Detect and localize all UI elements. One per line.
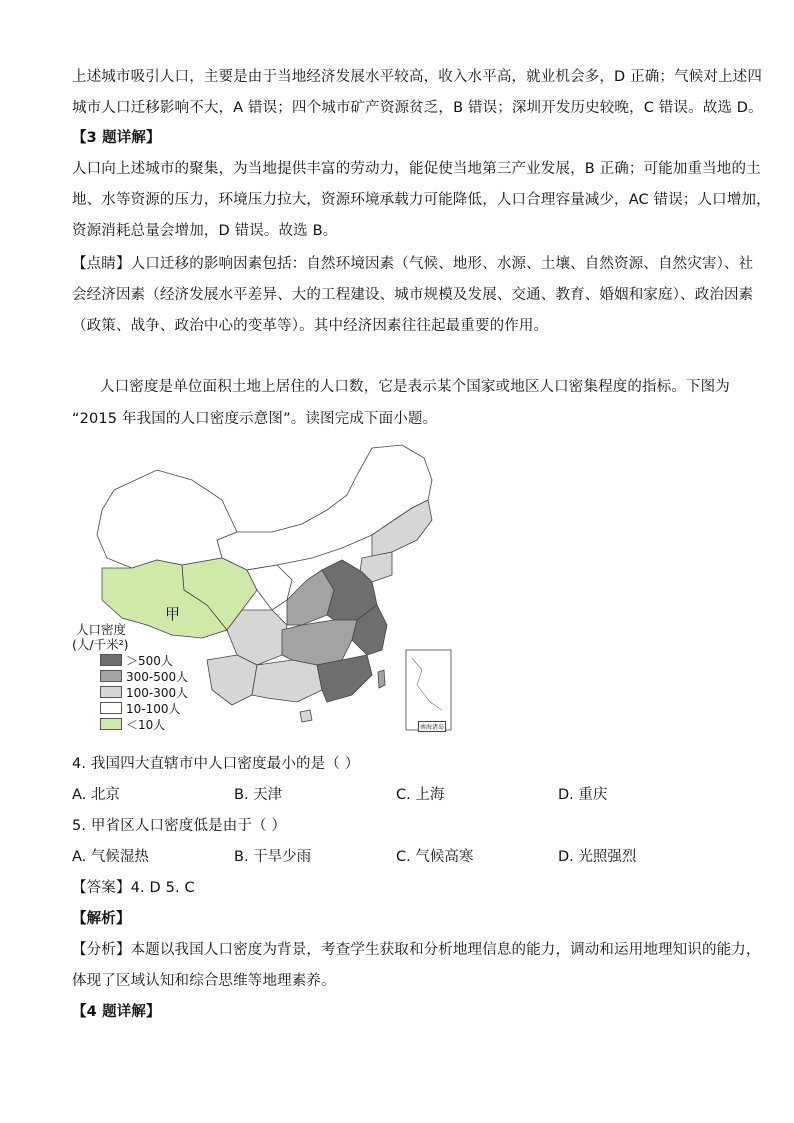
population-density-map — [72, 440, 462, 740]
legend-label: ＜10人 — [126, 717, 166, 732]
legend-item — [100, 717, 165, 731]
answer-line: 【答案】4. D 5. C — [72, 880, 195, 896]
south-china-sea-inset — [406, 650, 451, 730]
intro-line: 人口密度是单位面积土地上居住的人口数，它是表示某个国家或地区人口密集程度的指标。下图为 — [100, 379, 730, 395]
text-line: （政策、战争、政治中心的变革等）。其中经济因素往往起最重要的作用。 — [72, 318, 549, 334]
legend-unit: (人/千米²) — [72, 637, 129, 652]
legend-label: 100-300人 — [126, 685, 189, 700]
q5-option-d: D. 光照强烈 — [558, 849, 637, 865]
text-line: 会经济因素（经济发展水平差异、大的工程建设、城市规模及发展、交通、教育、婚姻和家庭）、政治因素 — [72, 287, 754, 303]
legend-swatch — [100, 686, 122, 698]
legend-swatch — [100, 718, 122, 730]
legend-swatch — [100, 654, 122, 666]
intro-line: “2015 年我国的人口密度示意图”。读图完成下面小题。 — [72, 411, 438, 427]
q5-option-b: B. 干旱少雨 — [234, 849, 312, 865]
inset-label: 南海诸岛 — [418, 721, 446, 732]
q5-option-a: A. 气候湿热 — [72, 849, 149, 865]
question-4: 4. 我国四大直辖市中人口密度最小的是（ ） — [72, 756, 360, 772]
legend-swatch — [100, 702, 122, 714]
q5-option-c: C. 气候高寒 — [396, 849, 474, 865]
text-line: 【点睛】人口迁移的影响因素包括：自然环境因素（气候、地形、水源、土壤、自然资源、自然灾害）、社 — [72, 256, 754, 272]
q4-option-d: D. 重庆 — [558, 787, 608, 803]
text-line: 城市人口迁移影响不大，A 错误；四个城市矿产资源贫乏，B 错误；深圳开发历史较晚，C 错误。故选 D。 — [72, 100, 763, 116]
legend-swatch — [100, 670, 122, 682]
text-line: 人口向上述城市的聚集，为当地提供丰富的劳动力，能促使当地第三产业发展，B 正确；可能加重当地的土 — [72, 161, 761, 177]
legend-label: 10-100人 — [126, 701, 181, 716]
text-line: 上述城市吸引人口，主要是由于当地经济发展水平较高，收入水平高，就业机会多，D 正确；气候对上述四 — [72, 69, 762, 85]
section-heading: 【3 题详解】 — [72, 130, 161, 146]
legend-label: 300-500人 — [126, 669, 189, 684]
q4-option-c: C. 上海 — [396, 787, 445, 803]
legend-item — [100, 701, 181, 715]
text-line: 地、水等资源的压力，环境压力拉大，资源环境承载力可能降低，人口合理容量减少，AC 错误；人口增加， — [72, 192, 771, 208]
analysis-line: 体现了区域认知和综合思维等地理素养。 — [72, 973, 336, 989]
text-line: 资源消耗总量会增加，D 错误。故选 B。 — [72, 223, 338, 239]
jiexi-heading: 【解析】 — [72, 911, 131, 927]
legend-label: ＞500人 — [126, 653, 173, 668]
legend-title: 人口密度 — [76, 622, 127, 637]
question-5: 5. 甲省区人口密度低是由于（ ） — [72, 818, 287, 834]
q4-option-a: A. 北京 — [72, 787, 120, 803]
analysis-line: 【分析】本题以我国人口密度为背景，考查学生获取和分析地理信息的能力，调动和运用地理知识的能力， — [72, 942, 761, 958]
section-heading: 【4 题详解】 — [72, 1004, 161, 1020]
legend-item — [100, 669, 188, 683]
legend-item — [100, 653, 173, 667]
q4-option-b: B. 天津 — [234, 787, 283, 803]
legend-item — [100, 685, 188, 699]
province-jia-label: 甲 — [165, 605, 181, 623]
